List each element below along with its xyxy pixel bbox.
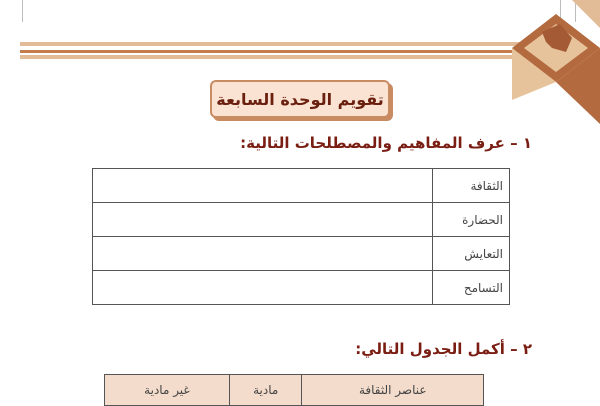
definitions-table — [92, 168, 510, 305]
culture-elements-table — [104, 374, 484, 406]
column-header: غير مادية — [105, 375, 230, 406]
term-label: التسامح — [433, 271, 510, 305]
crop-mark-top — [22, 0, 23, 22]
definition-cell[interactable] — [93, 169, 433, 203]
definition-cell[interactable] — [93, 203, 433, 237]
question-1-heading: ١ – عرف المفاهيم والمصطلحات التالية: — [240, 134, 532, 152]
table-row — [93, 237, 510, 271]
column-header: مادية — [229, 375, 302, 406]
term-label: التعايش — [433, 237, 510, 271]
definition-cell[interactable] — [93, 271, 433, 305]
term-label: الثقافة — [433, 169, 510, 203]
header-band — [20, 55, 535, 59]
table-row — [93, 169, 510, 203]
table-row — [93, 271, 510, 305]
question-2-heading: ٢ – أكمل الجدول التالي: — [355, 340, 532, 358]
term-label: الحضارة — [433, 203, 510, 237]
kuwait-map-emblem-icon — [512, 0, 600, 124]
unit-review-title: تقويم الوحدة السابعة — [210, 80, 390, 118]
column-header: عناصر الثقافة — [302, 375, 484, 406]
definition-cell[interactable] — [93, 237, 433, 271]
header-band — [20, 42, 535, 46]
table-header-row — [105, 375, 484, 406]
table-row — [93, 203, 510, 237]
header-band — [20, 50, 535, 53]
